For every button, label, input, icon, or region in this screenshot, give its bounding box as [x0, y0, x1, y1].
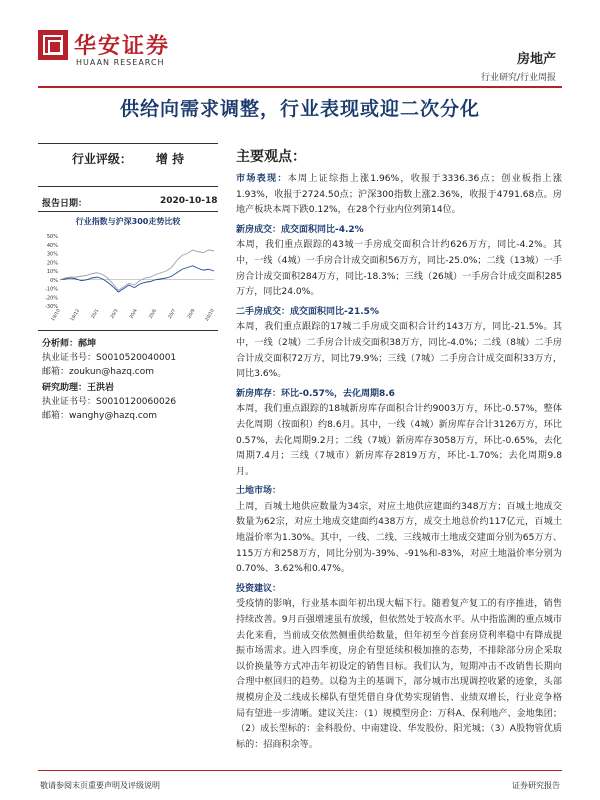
sections-container [236, 172, 562, 753]
section-text: 上周，百城土地供应数量为34宗，对应土地供应建面约348万方；百城土地成交数量为62宗，对应土地成交建面约438万方，成交土地总价约117亿元，百城土地溢价率为1.30%。其中，一线、二线、三线城市土地成交建面分别为65万方、115万方和258万方，同比分别为-39%、-91%和-83%，对应土地溢价率分别为0.70%、3.62%和0.47%。 [236, 501, 562, 575]
section-lead: 市场表现： [236, 174, 288, 184]
y-tick-label: -10% [45, 286, 58, 293]
footer-divider [38, 770, 562, 771]
analyst-line: 执业证书号：S0010520040001 [42, 353, 177, 363]
report-header [0, 0, 600, 88]
section-text: 本周，我们重点跟踪的18城新房库存面积合计约9003万方，环比-0.57%，整体去化周期（按面积）约8.6月。其中，一线（4城）新房库存合计3126万方，环比0.57%，去化周期9.2月；二线（7城）新房库存3058万方，环比-0.65%，去化周期7.4月；三线（7城市）新房库存2819万方，环比-1.70%；去化周期9.8月。 [236, 404, 562, 477]
x-tick-label: 20/6 [148, 308, 158, 320]
disclaimer-note: 敬请参阅末页重要声明及评级说明 [40, 781, 160, 790]
section-paragraph [236, 172, 562, 219]
section-heading: 新房成交：成交面积同比-4.2% [236, 224, 364, 235]
left-top-divider [38, 143, 218, 144]
section-paragraph [236, 320, 562, 382]
index-comparison-chart [38, 232, 218, 326]
x-tick-label: 20/3 [110, 308, 120, 320]
report-title: 供给向需求调整，行业表现或迎二次分化 [119, 98, 480, 120]
x-tick-label: 20/7 [167, 308, 178, 320]
series-line-0 [60, 266, 214, 292]
x-tick-label: 20/10 [204, 308, 216, 323]
section-heading: 新房库存：环比-0.57%，去化周期8.6 [236, 388, 395, 399]
rating-divider [38, 186, 218, 187]
x-tick-label: 19/12 [70, 308, 81, 323]
y-tick-label: 10% [46, 269, 58, 275]
section-heading: 土地市场： [236, 486, 282, 497]
date-divider [38, 211, 218, 212]
analyst-line: 执业证书号：S0010120060026 [42, 397, 177, 407]
section-text: 本周上证综指上涨1.96%，收报于3336.36点；创业板指上涨1.93%，收报于2724.50点；沪深300指数上涨2.36%，收报于4791.68点。房地产板块本周下跌0.12%，在28个行业内位列第14位。 [236, 174, 562, 216]
main-points [236, 146, 562, 753]
section-heading: 投资建议： [236, 583, 282, 594]
y-tick-label: 30% [46, 251, 58, 258]
header-divider [38, 86, 562, 88]
analyst-line: 研究助理：王洪岩 [42, 383, 115, 393]
chart-title: 行业指数与沪深300走势比较 [75, 217, 181, 226]
section-heading: 二手房成交：成交面积同比-21.5% [236, 306, 379, 317]
section-paragraph [236, 500, 562, 578]
rating-label: 行业评级： [71, 152, 132, 166]
section-paragraph [236, 597, 562, 753]
analyst-line: 邮箱：wanghy@hazq.com [42, 411, 158, 421]
industry-rating [38, 150, 218, 167]
section-paragraph [236, 402, 562, 480]
x-tick-label: 20/4 [129, 308, 139, 320]
section-paragraph [236, 238, 562, 300]
chart-divider [38, 330, 218, 331]
report-type: 行业研究/行业周报 [480, 73, 556, 83]
brand-name: 华安证券 [74, 33, 171, 59]
y-tick-label: -20% [45, 295, 58, 302]
sector-label: 房地产 [516, 52, 556, 67]
main-points-heading: 主要观点： [236, 149, 306, 165]
report-date: 2020-10-18 [160, 196, 218, 206]
y-tick-label: 50% [46, 234, 58, 240]
footer-label: 证券研究报告 [512, 781, 560, 790]
series-line-1 [60, 250, 214, 290]
analyst-line: 邮箱：zoukun@hazq.com [42, 367, 155, 377]
y-tick-label: 0% [50, 277, 58, 284]
section-text: 本周，我们重点跟踪的43城一手房成交面积合计约626万方，同比-4.2%。其中，一线（4城）一手房合计成交面积56万方，同比-25.0%；二线（13城）一手房合计成交面积284万方，同比-18.3%；三线（26城）一手房合计成交面积285万方，同比24.0%。 [236, 240, 562, 298]
x-tick-label: 19/10 [50, 308, 62, 323]
x-tick-label: 20/1 [90, 308, 101, 320]
huaan-logo-icon [38, 30, 68, 60]
y-tick-label: -30% [45, 304, 58, 310]
date-label: 报告日期： [42, 199, 88, 209]
rating-value: 增 持 [155, 152, 185, 166]
section-text: 受疫情的影响，行业基本面年初出现大幅下行。随着复产复工的有序推进，销售持续改善。9月百强增速虽有放缓，但依然处于较高水平。从中指监测的重点城市去化来看，当前成交依然侧重供给数量，但年初至今首套房贷利率稳中有降成提振市场需求。进入四季度，房企有望延续积极加推的态势，不排除部分房企采取以价换量等方式冲击年初设定的销售目标。我们认为，短期冲击不改销售长期向合理中枢回归的趋势。以稳为主的基调下，部分城市出现调控收紧的迹象，头部规模房企及二线成长梯队有望凭借自身优势实现销售、业绩双增长，行业竞争格局有望进一步清晰。建议关注：（1）规模型房企：万科A、保利地产、金地集团；（2）成长型标的：金科股份、中南建设、华发股份、阳光城；（3）A股物管优质标的：招商积余等。 [236, 599, 562, 750]
brand-english: HUAAN RESEARCH [76, 58, 165, 67]
chart-svg [38, 232, 218, 326]
x-tick-label: 20/9 [187, 308, 197, 320]
y-tick-label: 40% [46, 242, 58, 249]
analyst-line: 分析师：郝坤 [42, 339, 97, 349]
y-tick-label: 20% [46, 260, 58, 267]
section-text: 本周，我们重点跟踪的17城二手房成交面积合计约143万方，同比-21.5%。其中，一线（2城）二手房合计成交面积38万方，同比-4.0%；二线（8城）二手房合计成交面积72万方，同比79.9%；三线（7城）二手房合计成交面积33万方，同比3.6%。 [236, 322, 562, 380]
